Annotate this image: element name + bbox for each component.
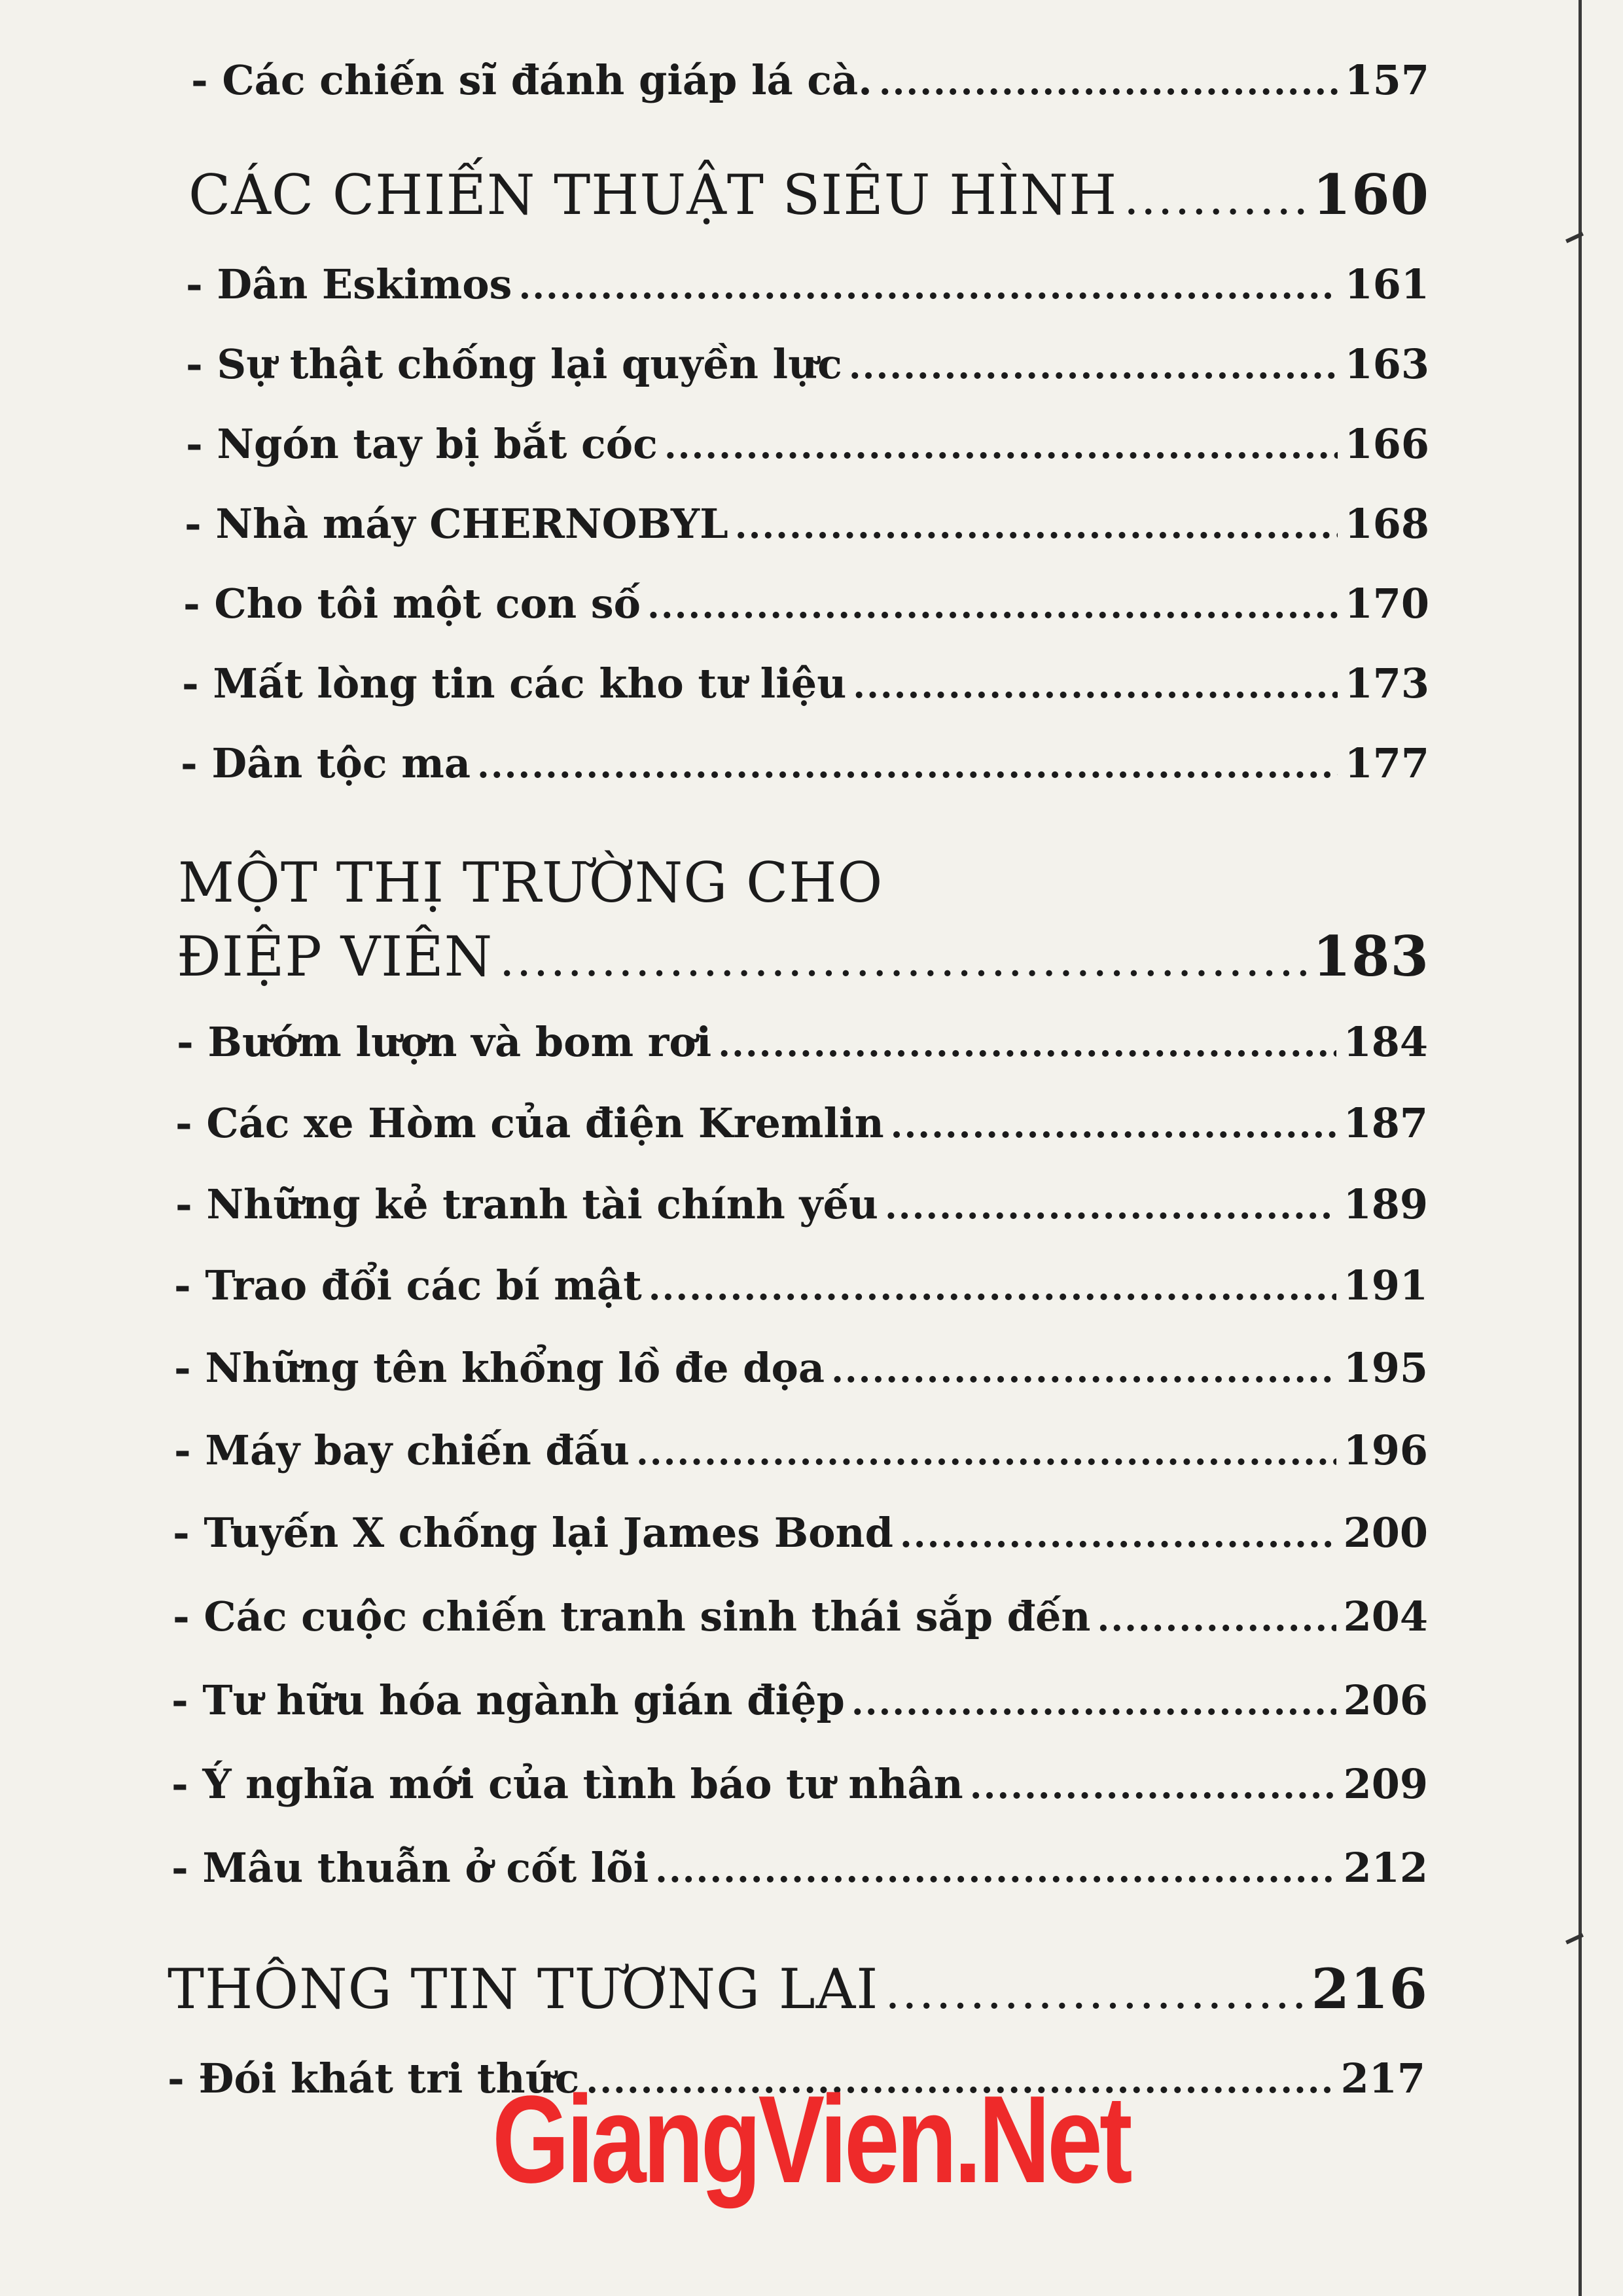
leader-dots <box>636 1431 1336 1473</box>
toc-item-title: - Mâu thuẫn ở cốt lõi <box>171 1844 649 1892</box>
toc-item[interactable] <box>175 1099 1428 1147</box>
toc-item-page: 212 <box>1343 1844 1428 1892</box>
toc-item[interactable] <box>177 1018 1428 1066</box>
leader-dots <box>849 345 1338 387</box>
page-edge-line <box>1578 0 1582 2296</box>
leader-dots <box>970 1765 1336 1807</box>
toc-item-title: - Ý nghĩa mới của tình báo tư nhân <box>171 1760 963 1808</box>
toc-section-heading[interactable] <box>177 924 1429 989</box>
leader-dots <box>499 932 1306 987</box>
toc-item-title: - Cho tôi một con số <box>183 580 641 627</box>
section-page: 160 <box>1312 162 1429 227</box>
toc-item-page: 209 <box>1343 1760 1428 1808</box>
toc-item[interactable] <box>186 260 1429 308</box>
section-page: 183 <box>1312 924 1429 989</box>
toc-item-page: 184 <box>1343 1018 1428 1066</box>
toc-item-title: - Những tên khổng lồ đe dọa <box>174 1344 825 1392</box>
toc-item[interactable] <box>182 660 1429 707</box>
toc-item-page: 170 <box>1344 580 1429 627</box>
watermark-logo: GiangVien.Net <box>492 2070 1130 2209</box>
toc-item-title: - Các chiến sĩ đánh giáp lá cà. <box>191 56 872 104</box>
toc-item[interactable] <box>186 340 1429 388</box>
leader-dots <box>649 1266 1336 1308</box>
leader-dots <box>1124 170 1306 225</box>
toc-item[interactable] <box>181 739 1429 787</box>
toc-item[interactable] <box>175 1180 1428 1228</box>
toc-item[interactable] <box>171 1676 1428 1724</box>
section-title: CÁC CHIẾN THUẬT SIÊU HÌNH <box>188 163 1118 227</box>
leader-dots <box>647 584 1338 626</box>
toc-item-page: 189 <box>1343 1180 1428 1228</box>
leader-dots <box>1097 1597 1336 1639</box>
toc-section-heading[interactable] <box>168 1956 1428 2021</box>
toc-item-page: 157 <box>1344 56 1429 104</box>
leader-dots <box>900 1513 1336 1555</box>
toc-item-title: - Các cuộc chiến tranh sinh thái sắp đến <box>173 1593 1091 1640</box>
toc-item-page: 166 <box>1344 420 1429 468</box>
toc-item[interactable] <box>174 1426 1428 1474</box>
toc-item-title: - Dân Eskimos <box>186 260 512 308</box>
toc-item-title: - Mất lòng tin các kho tư liệu <box>182 660 847 707</box>
leader-dots <box>885 1964 1304 2019</box>
toc-item[interactable] <box>173 1593 1428 1640</box>
toc-item-title: - Tư hữu hóa ngành gián điệp <box>171 1676 845 1724</box>
toc-item-page: 204 <box>1343 1593 1428 1640</box>
toc-item-title: - Nhà máy CHERNOBYL <box>185 500 728 548</box>
toc-item-page: 217 <box>1340 2055 1425 2102</box>
leader-dots <box>851 1681 1336 1723</box>
toc-item[interactable] <box>174 1344 1428 1392</box>
leader-dots <box>831 1349 1336 1390</box>
toc-item[interactable] <box>171 1760 1428 1808</box>
toc-item-title: - Ngón tay bị bắt cóc <box>186 420 658 468</box>
toc-item-page: 191 <box>1343 1262 1428 1309</box>
toc-item[interactable] <box>171 1844 1428 1892</box>
toc-item-title: - Dân tộc ma <box>181 739 471 787</box>
toc-item-page: 168 <box>1344 500 1429 548</box>
toc-item-title: - Máy bay chiến đấu <box>174 1426 630 1474</box>
leader-dots <box>718 1023 1336 1065</box>
toc-item[interactable] <box>174 1262 1428 1309</box>
toc-item-title: - Trao đổi các bí mật <box>174 1262 642 1309</box>
toc-section-heading[interactable] <box>188 162 1429 227</box>
toc-item-title: - Đói khát tri thức <box>168 2055 580 2102</box>
toc-item-page: 200 <box>1343 1509 1428 1557</box>
section-page: 216 <box>1311 1956 1428 2021</box>
leader-dots <box>879 61 1338 103</box>
toc-item-page: 187 <box>1343 1099 1428 1147</box>
toc-item[interactable] <box>173 1509 1428 1557</box>
toc-item-title: - Tuyến X chống lại James Bond <box>173 1509 893 1557</box>
toc-item-page: 163 <box>1344 340 1429 388</box>
toc-item-page: 196 <box>1343 1426 1428 1474</box>
toc-item-page: 177 <box>1344 739 1429 787</box>
leader-dots <box>853 664 1338 706</box>
toc-item-title: - Những kẻ tranh tài chính yếu <box>175 1180 878 1228</box>
toc-item-title: - Các xe Hòm của điện Kremlin <box>175 1099 884 1147</box>
toc-item[interactable] <box>183 580 1429 627</box>
toc-item-page: 206 <box>1343 1676 1428 1724</box>
section-title-line1: MỘT THỊ TRƯỜNG CHO <box>178 851 883 915</box>
leader-dots <box>885 1185 1336 1227</box>
leader-dots <box>477 744 1338 786</box>
toc-item-page: 173 <box>1344 660 1429 707</box>
leader-dots <box>655 1848 1336 1890</box>
toc-item[interactable] <box>191 56 1429 104</box>
toc-item-title: - Bướm lượn và bom rơi <box>177 1018 712 1066</box>
toc-item[interactable] <box>186 420 1429 468</box>
toc-item[interactable] <box>185 500 1429 548</box>
toc-item-page: 195 <box>1343 1344 1428 1392</box>
leader-dots <box>735 504 1338 546</box>
section-title: THÔNG TIN TƯƠNG LAI <box>168 1957 879 2021</box>
leader-dots <box>891 1104 1336 1146</box>
toc-item-title: - Sự thật chống lại quyền lực <box>186 340 842 388</box>
section-title-line2: ĐIỆP VIÊN <box>177 925 493 989</box>
leader-dots <box>518 265 1338 307</box>
toc-item-page: 161 <box>1344 260 1429 308</box>
leader-dots <box>664 425 1338 467</box>
